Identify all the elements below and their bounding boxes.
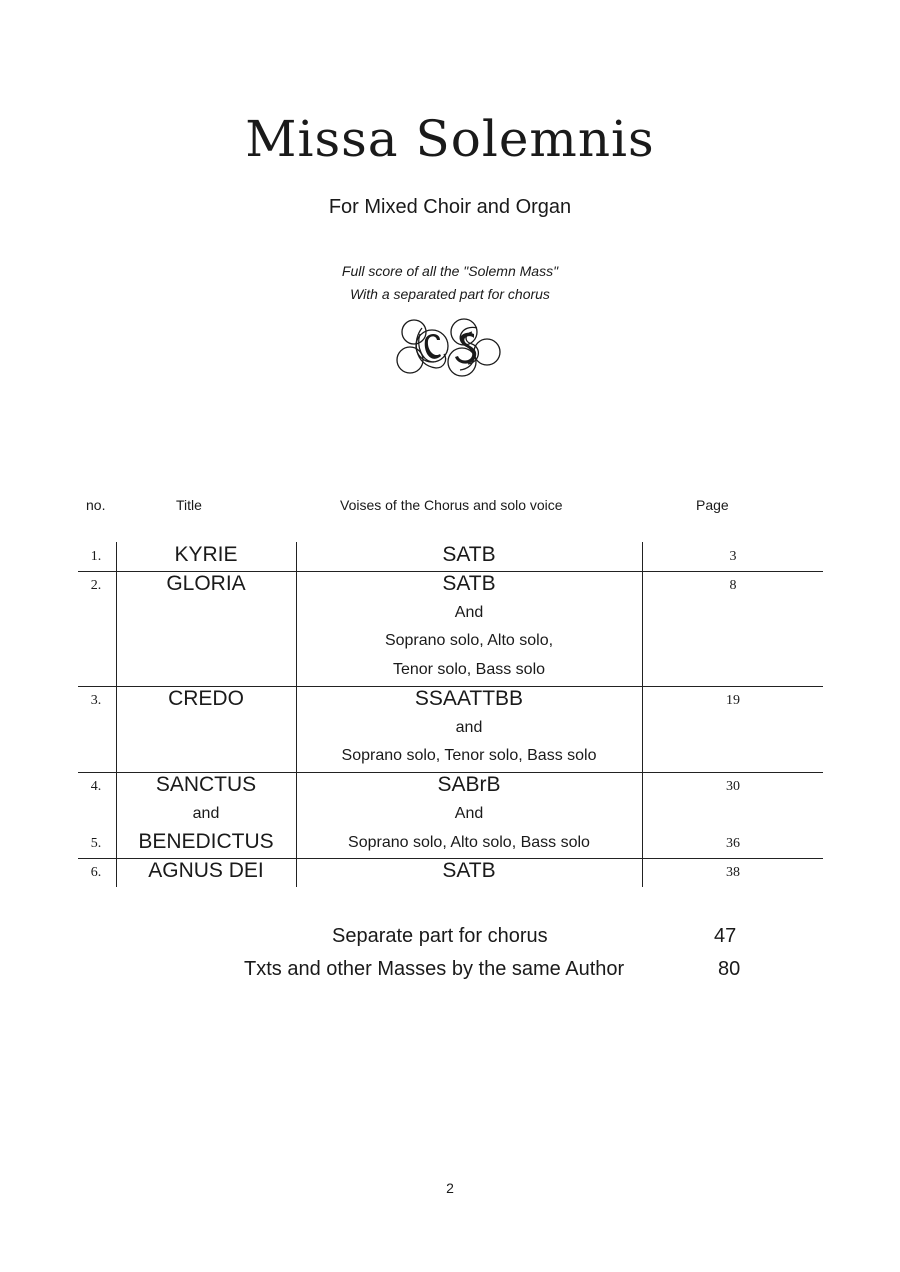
page-number: 2 — [446, 1180, 454, 1196]
row-5-title: BENEDICTUS — [138, 830, 274, 853]
row-4-title: SANCTUS — [155, 773, 257, 796]
row-5-page: 36 — [726, 836, 740, 851]
note-line-2: With a separated part for chorus — [350, 286, 550, 302]
row-3-voice: and — [455, 719, 483, 736]
row-2-voice: And — [454, 604, 484, 621]
row-3-title: CREDO — [168, 687, 244, 710]
ornate-monogram-icon — [392, 310, 507, 382]
row-3-voice: SSAATTBB — [414, 687, 524, 710]
row-2-voice: SATB — [442, 572, 496, 595]
extra-page-chorus: 47 — [714, 925, 737, 947]
row-1-no: 1. — [90, 549, 102, 564]
col-header-title: Title — [176, 497, 202, 513]
col-header-no: no. — [86, 497, 106, 513]
row-1-title: KYRIE — [174, 543, 238, 566]
row-2-title: GLORIA — [166, 572, 246, 595]
row-2-no: 2. — [90, 578, 102, 593]
row-4-voice: SABrB — [437, 773, 501, 796]
row-5-no: 5. — [90, 836, 102, 851]
row-connector: and — [192, 805, 220, 822]
row-4-page: 30 — [726, 779, 740, 794]
extra-page-texts: 80 — [718, 958, 741, 980]
row-6-voice: SATB — [442, 859, 496, 882]
row-1-voice: SATB — [442, 543, 496, 566]
row-6-no: 6. — [90, 865, 102, 880]
col-divider-3 — [642, 542, 643, 887]
extra-label-chorus: Separate part for chorus — [332, 925, 548, 947]
row-2-voice: Tenor solo, Bass solo — [392, 661, 546, 678]
row-4-voice: And — [454, 805, 484, 822]
row-3-no: 3. — [90, 693, 102, 708]
page-title: Missa Solemnis — [245, 110, 655, 168]
row-3-voice: Soprano solo, Tenor solo, Bass solo — [341, 747, 597, 764]
note-line-1: Full score of all the "Solemn Mass" — [341, 263, 559, 279]
col-header-voices: Voises of the Chorus and solo voice — [340, 497, 563, 513]
row-1-page: 3 — [729, 549, 737, 564]
row-2-voice: Soprano solo, Alto solo, — [384, 632, 554, 649]
col-header-page: Page — [696, 497, 729, 513]
row-5-voice: Soprano solo, Alto solo, Bass solo — [348, 834, 590, 851]
row-6-title: AGNUS DEI — [148, 859, 264, 882]
extra-label-texts: Txts and other Masses by the same Author — [244, 958, 625, 980]
row-3-page: 19 — [726, 693, 740, 708]
page-subtitle: For Mixed Choir and Organ — [328, 196, 572, 218]
row-4-no: 4. — [90, 779, 102, 794]
row-6-page: 38 — [726, 865, 740, 880]
row-2-page: 8 — [729, 578, 737, 593]
